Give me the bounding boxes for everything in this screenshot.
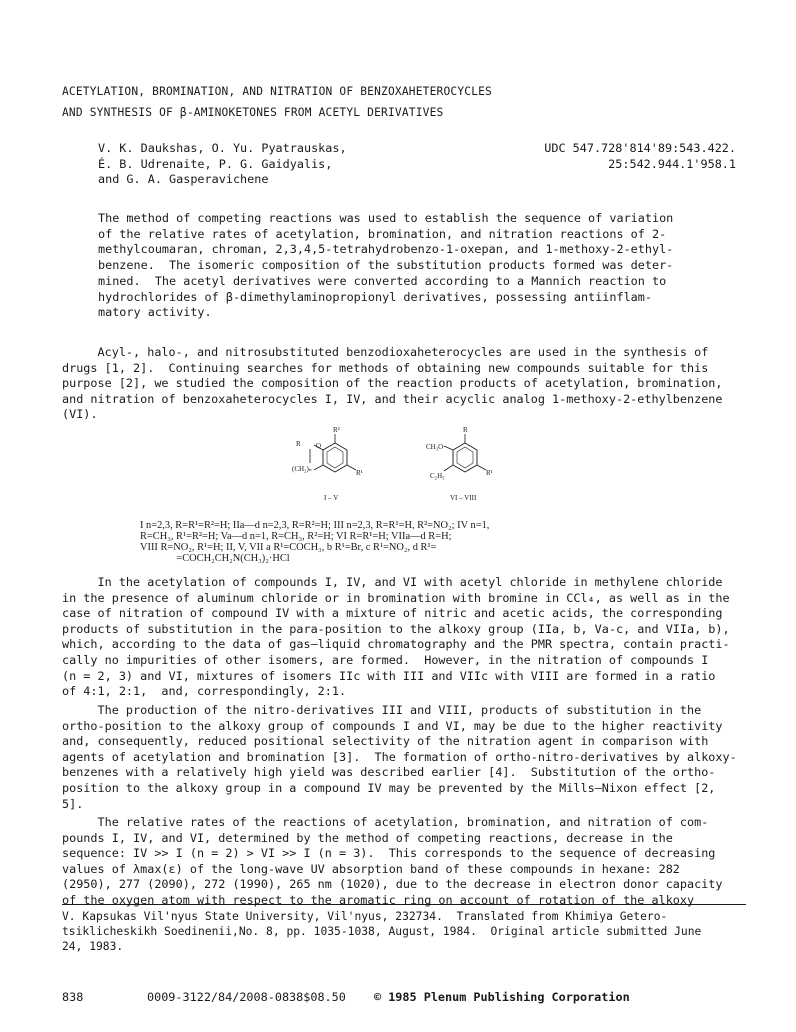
udc-code: UDC 547.728'814'89:543.422. 25:542.944.1'958.1 — [544, 141, 736, 171]
structure-left — [292, 426, 363, 502]
left-o-label: O — [316, 442, 322, 450]
right-r1-label: R¹ — [486, 469, 493, 477]
paragraph-relative-rates: The relative rates of the reactions of acetylation, bromination, and nitration of com- pounds I, IV, and VI, determined by the method of competing reactions, decrease in the sequence: IV >> I (n = 2) > VI >> I (n = 3). This corresponds to the sequence of decreasing values of λmax(ε) of the long-wave UV absorption band of these compounds in hexane: 282 (2950), 277 (2090), 272 (1990), 265 nm (1020), due to the decrease in electron donor capacity of the oxygen atom with respect to the aromatic ring on account of rotation of the alkoxy — [62, 815, 723, 907]
chemical-structures-figure — [290, 425, 530, 505]
title-line-1: ACETYLATION, BROMINATION, AND NITRATION OF BENZOXAHETEROCYCLES — [62, 85, 492, 98]
footnote-divider — [62, 904, 746, 905]
copyright-notice: © 1985 Plenum Publishing Corporation — [374, 990, 630, 1004]
title-line-2: AND SYNTHESIS OF β-AMINOKETONES FROM ACETYL DERIVATIVES — [62, 106, 444, 119]
left-r2-label: R² — [333, 426, 340, 434]
paragraph-acetylation: In the acetylation of compounds I, IV, and VI with acetyl chloride in methylene chloride in the presence of aluminum chloride or in bromination with bromine in CCl₄, as well as in the case of nitration of compound IV with a mixture of nitric and acetic acids, the corresponding products of substitution in the para-position to the alkoxy group (IIa, b, Va-c, and VIIa, b), which, according to the data of gas—liquid chromatography and the PMR spectra, contain practi- cally no impurities of other isomers, are formed. However, in the nitration of compounds I (n = 2, 3) and VI, mixtures of isomers IIc with III and VIIc with VIII are formed in a ratio of 4:1, 2:1, and, correspondingly, 2:1. — [62, 575, 730, 699]
author-list: V. K. Daukshas, O. Yu. Pyatrauskas, É. B. Udrenaite, P. G. Gaidyalis, and G. A. Gasperavichene — [98, 141, 347, 186]
structure-right — [426, 426, 493, 502]
right-c2h5-label: C₂H₅ — [430, 472, 445, 480]
left-r1-label: R¹ — [356, 469, 363, 477]
footnote-affiliation: V. Kapsukas Vil'nyus State University, Vil'nyus, 232734. Translated from Khimiya Getero- tsiklicheskikh Soedinenii,No. 8, pp. 1035-1038, August, 1984. Original article submitted June 24, 1983. — [62, 910, 702, 954]
left-caption: I – V — [324, 494, 339, 502]
right-caption: VI – VIII — [450, 494, 477, 502]
abstract: The method of competing reactions was used to establish the sequence of variation of the relative rates of acetylation, bromination, and nitration reactions of 2- methylcoumaran, chroman, 2,3,4,5-tetrahydrobenzo-1-oxepan, and 1-methoxy-2-ethyl- benzene. The isomeric composition of the substitution products formed was deter- mined. The acetyl derivatives were converted according to a Mannich reaction to hydrochlorides of β-dimethylaminopropionyl derivatives, possessing antiinflam- matory activity. — [98, 211, 674, 320]
article-code: 0009-3122/84/2008-0838$08.50 — [147, 990, 346, 1004]
right-r-label: R — [463, 426, 468, 434]
paragraph-nitro-derivatives: The production of the nitro-derivatives III and VIII, products of substitution in the ortho-position to the alkoxy group of compounds I and VI, may be due to the higher reactivity and, consequently, reduced positional selectivity of the nitration agent in comparison with agents of acetylation and bromination [3]. The formation of ortho-nitro-derivatives by alkoxy- benzenes with a relatively high yield was described earlier [4]. Substitution of the ortho- position to the alkoxy group in a compound IV may be prevented by the Mills—Nixon effect [2, 5]. — [62, 703, 737, 811]
left-ch2n-label: (CH₂)ₙ — [292, 465, 312, 473]
page-number: 838 — [62, 990, 84, 1004]
intro-paragraph: Acyl-, halo-, and nitrosubstituted benzodioxaheterocycles are used in the synthesis of drugs [1, 2]. Continuing searches for methods of obtaining new compounds suitable for this purpose [2], we studied the composition of the reaction products of acetylation, bromination, and nitration of benzoxaheterocycles I, IV, and their acyclic analog 1-methoxy-2-ethylbenzene (VI). — [62, 345, 723, 422]
compound-legend: I n=2,3, R=R¹=R²=H; IIa—d n=2,3, R=R²=H; III n=2,3, R=R¹=H, R²=NO₂; IV n=1, R=CH₃, R¹=R²=H; Va—d n=1, R=CH₃, R²=H; VI R=R¹=H; VIIa—d R=H; VIII R=NO₂, R¹=H; II, V, VII a R¹=COCH₃, b R¹=Br, c R¹=NO₂, d R¹= =COCH₂CH₂N(CH₃)₂·HCl — [140, 520, 490, 564]
left-r-label: R — [296, 440, 301, 448]
right-ch3o-label: CH₃O — [426, 443, 444, 451]
